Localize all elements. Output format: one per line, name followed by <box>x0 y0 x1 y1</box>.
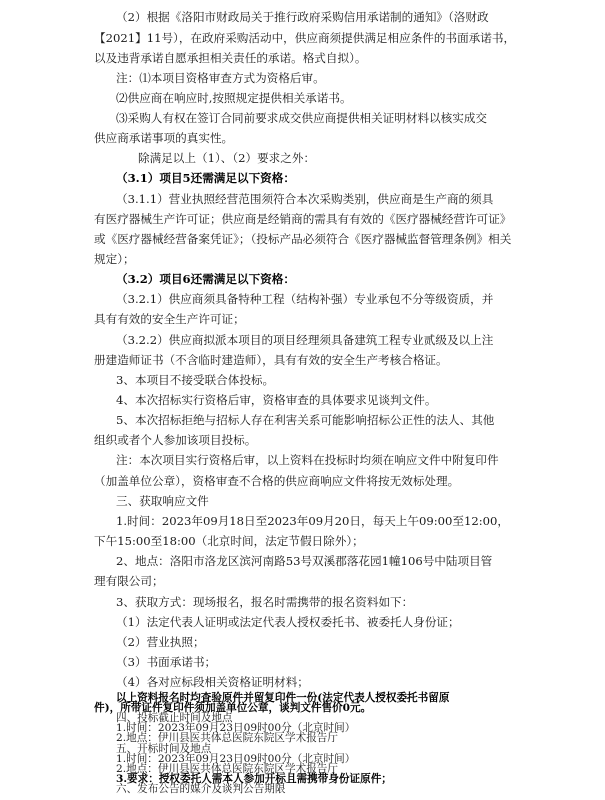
text-line: 3、本项目不接受联合体投标。 <box>116 373 275 387</box>
section-heading: 三、获取响应文件 <box>116 494 209 508</box>
bold-notice: 以上资料报名时均查验原件并留复印件一份(法定代表人授权委托书留原 <box>116 692 450 704</box>
text-line: 2.地点：伊川县医共体总医院东院区学术报告厅 <box>116 732 338 745</box>
text-line: 注：本次项目实行资格后审，以上资料在投标时均须在响应文件中附复印件 <box>116 453 499 467</box>
section-heading: 六、发布公告的媒介及谈判公告期限 <box>116 783 286 795</box>
text-line: 册建造师证书（不含临时建造师），具有有效的安全生产考核合格证。 <box>94 353 448 367</box>
text-line: 2、地点：洛阳市洛龙区滨河南路53号双溪郡落花园1幢106号中陆项目管 <box>116 554 493 568</box>
text-line: 2.地点：伊川县医共体总医院东院区学术报告厅 <box>116 762 338 775</box>
section-heading: 五、开标时间及地点 <box>116 742 212 755</box>
text-line: 5、本次招标拒绝与招标人存在利害关系可能影响招标公正性的法人、其他 <box>116 413 495 427</box>
text-line: 1.时间：2023年09月23日09时00分（北京时间） <box>116 752 356 765</box>
text-line: （2）根据《洛阳市财政局关于推行政府采购信用承诺制的通知》（洛财政 <box>116 10 489 24</box>
text-line: （2）营业执照； <box>116 635 205 649</box>
text-line: 注：⑴本项目资格审查方式为资格后审。 <box>116 71 325 85</box>
section-heading: 四、投标截止时间及地点 <box>116 712 233 725</box>
text-line: 以及违背承诺自愿承担相关责任的承诺。格式自拟）。 <box>94 51 367 65</box>
text-line: （3.2.2）供应商拟派本项目的项目经理须具备建筑工程专业贰级及以上注 <box>116 333 494 347</box>
text-line: （3.2.1）供应商须具备特种工程（结构补强）专业承包不分等级资质，并 <box>116 292 494 306</box>
text-line: （1）法定代表人证明或法定代表人授权委托书、被委托人身份证； <box>116 615 460 629</box>
text-line: 1.时间：2023年09月23日09时00分（北京时间） <box>116 722 356 735</box>
text-line: 【2021】11号），在政府采购活动中，供应商须提供满足相应条件的书面承诺书， <box>94 31 516 45</box>
text-line: （4）各对应标段相关资格证明材料； <box>116 675 309 689</box>
text-line: 规定）； <box>94 252 135 266</box>
bold-notice: 3.要求：授权委托人需本人参加开标且需携带身份证原件； <box>116 772 392 785</box>
section-heading: （3.2）项目6还需满足以下资格： <box>116 272 295 286</box>
text-line: （3.1.1）营业执照经营范围须符合本次采购类别，供应商是生产商的须具 <box>116 192 494 206</box>
text-line: 1.时间：2023年09月18日至2023年09月20日，每天上午09:00至12:00， <box>116 514 509 528</box>
text-line: 具有有效的安全生产许可证； <box>94 312 245 326</box>
text-line: 4、本次招标实行资格后审，资格审查的具体要求见谈判文件。 <box>116 393 437 407</box>
text-line: 3、获取方式：现场报名，报名时需携带的报名资料如下： <box>116 595 414 609</box>
text-line: 或《医疗器械经营备案凭证》；（投标产品必须符合《医疗器械监督管理条例》相关 <box>94 232 512 246</box>
text-line: 供应商承诺事项的真实性。 <box>94 131 234 145</box>
text-line: （3）书面承诺书； <box>116 655 217 669</box>
text-line: 除满足以上（1）、（2）要求之外： <box>138 151 316 165</box>
text-line: ⑶采购人有权在签订合同前要求成交供应商提供相关证明材料以核实成交 <box>116 111 488 125</box>
text-line: 有医疗器械生产许可证；供应商是经销商的需具有有效的《医疗器械经营许可证》 <box>94 212 512 226</box>
text-line: 下午15:00至18:00（北京时间，法定节假日除外）； <box>94 534 364 548</box>
text-line: （加盖单位公章），资格审查不合格的供应商响应文件将按无效标处理。 <box>94 474 460 488</box>
text-line: 组织或者个人参加该项目投标。 <box>94 433 257 447</box>
text-line: ⑵供应商在响应时,按照规定提供相关承诺书。 <box>116 91 352 105</box>
bold-notice: 件)，所带证件复印件须加盖单位公章，谈判文件售价0元。 <box>94 702 372 715</box>
section-heading: （3.1）项目5还需满足以下资格： <box>116 171 295 185</box>
text-line: 理有限公司； <box>94 574 164 588</box>
